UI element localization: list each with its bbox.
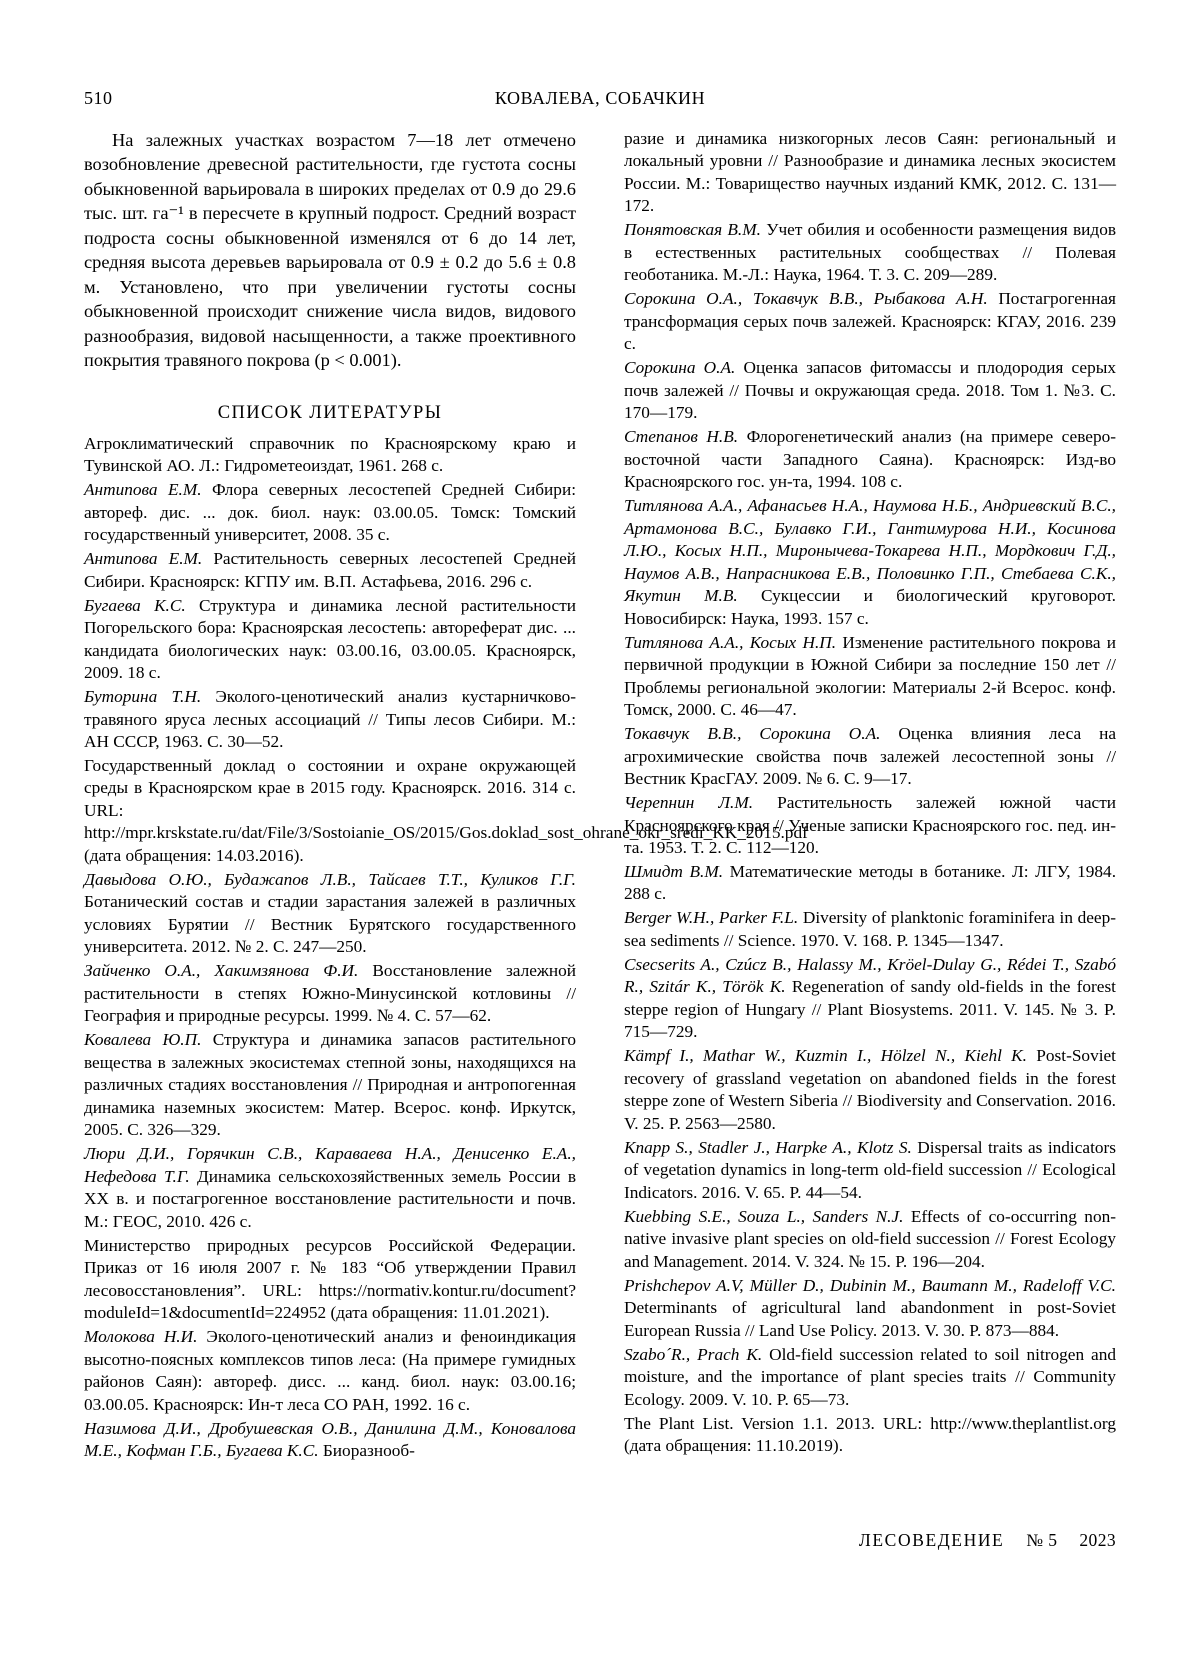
reference-item	[624, 1275, 1116, 1342]
reference-text: Ботанический состав и стадии зарастания залежей в различных условиях Бурятии // Вестник Бурятского государственного университета. 2012. № 2. С. 247—250.	[84, 892, 576, 957]
reference-text: Diversity of planktonic foraminifera in deep-sea sediments // Science. 1970. V. 168. P. 1345—1347.	[624, 908, 1116, 950]
reference-item	[84, 548, 576, 593]
reference-authors: Буторина Т.Н.	[84, 687, 202, 707]
reference-text: Динамика сельскохозяйственных земель России в XX в. и постагрогенное восстановление растительности и почв. М.: ГЕОС, 2010. 426 с.	[84, 1166, 576, 1231]
reference-text: Структура и динамика лесной растительности Погорельского бора: Красноярская лесостепь: автореферат дис. ... кандидата биологических наук: 03.00.16, 03.00.05. Красноярск, 2009. 18 с.	[84, 595, 576, 683]
reference-item	[84, 869, 576, 959]
reference-text: Биоразнооб-	[318, 1441, 415, 1460]
reference-authors: Kämpf I., Mathar W., Kuzmin I., Hölzel N., Kiehl K.	[624, 1046, 1028, 1066]
reference-item	[624, 723, 1116, 790]
reference-text: Dispersal traits as indicators of vegetation dynamics in long-term old-field succession // Ecological Indicators. 2016. V. 65. P. 44—54.	[624, 1137, 1116, 1202]
reference-item	[624, 426, 1116, 493]
reference-authors: Титлянова А.А., Косых Н.П.	[624, 632, 837, 652]
reference-authors: Давыдова О.Ю., Будажапов Л.В., Тайсаев Т.Т., Куликов Г.Г.	[84, 869, 576, 889]
reference-authors: Антипова Е.М.	[84, 480, 202, 500]
reference-text: Флора северных лесостепей Средней Сибири: автореф. дис. ... док. биол. наук: 03.00.05. Томск: Томский государственный университет, 2008. 35 с.	[84, 480, 576, 545]
reference-text: разие и динамика низкогорных лесов Саян: региональный и локальный уровни // Разнообразие и динамика лесных экосистем России. М.: Товарищество научных изданий КМК, 2012. С. 131—172.	[624, 129, 1116, 216]
reference-item	[84, 433, 576, 478]
reference-item	[624, 288, 1116, 355]
page-number: 510	[84, 88, 113, 108]
page-header	[84, 88, 1116, 110]
reference-text: Сукцессии и биологический круговорот. Новосибирск: Наука, 1993. 157 с.	[624, 586, 1117, 628]
reference-authors: Люри Д.И., Горячкин С.В., Караваева Н.А., Денисенко Е.А., Нефедова Т.Г.	[84, 1144, 576, 1186]
reference-text: Структура и динамика запасов растительного вещества в залежных экосистемах степной зоны, находящихся на различных стадиях восстановления // Природная и антропогенная динамика наземных экосистем: Матер. Всерос. конф. Иркутск, 2005. С. 326—329.	[84, 1030, 576, 1140]
reference-item	[624, 632, 1116, 722]
references-heading: СПИСОК ЛИТЕРАТУРЫ	[217, 402, 443, 423]
reference-item	[84, 1029, 576, 1141]
reference-item	[84, 1418, 576, 1463]
reference-text: Флорогенетический анализ (на примере северо-восточной части Западного Саяна). Красноярск: Изд-во Красноярского гос. ун-та, 1994. 108 с.	[624, 427, 1116, 492]
reference-item	[624, 219, 1116, 286]
reference-item	[84, 1235, 576, 1325]
reference-authors: Токавчук В.В., Сорокина О.А.	[624, 724, 881, 744]
journal-name: ЛЕСОВЕДЕНИЕ	[858, 1530, 1005, 1550]
reference-item	[84, 960, 576, 1027]
reference-item	[84, 595, 576, 685]
reference-authors: Титлянова А.А., Афанасьев Н.А., Наумова Н.Б., Андриевский В.С., Артамонова В.С., Булавко Г.И., Гантимурова Н.И., Косинова Л.Ю., Косых Н.П., Миронычева-Токарева Н.П., Мордкович Г.Д., Наумов А.В., Напрасникова Е.В., Половинко Г.П., Стебаева С.К., Якутин М.В.	[624, 496, 1116, 606]
reference-authors: Ковалева Ю.П.	[84, 1030, 202, 1050]
reference-text: Эколого-ценотический анализ кустарничково-травяного яруса лесных ассоциаций // Типы лесов Сибири. М.: АН СССР, 1963. С. 30—52.	[84, 687, 577, 751]
reference-text: Оценка влияния леса на агрохимические свойства почв залежей лесостепной зоны // Вестник КрасГАУ. 2009. № 6. С. 9—17.	[624, 724, 1116, 789]
reference-authors: Зайченко О.А., Хакимзянова Ф.И.	[84, 961, 359, 981]
reference-text: Оценка запасов фитомассы и плодородия серых почв залежей // Почвы и окружающая среда. 2018. Том 1. №3. С. 170—179.	[624, 358, 1116, 423]
year: 2023	[1079, 1530, 1116, 1550]
reference-text: Determinants of agricultural land abandonment in post-Soviet European Russia // Land Use Policy. 2013. V. 30. P. 873—884.	[624, 1298, 1116, 1340]
reference-item	[624, 1045, 1116, 1135]
reference-authors: Антипова Е.М.	[84, 549, 203, 569]
right-column	[624, 128, 1116, 1459]
reference-item	[624, 1344, 1116, 1411]
reference-authors: Шмидт В.М.	[624, 862, 724, 881]
reference-text: Post-Soviet recovery of grassland vegetation on abandoned fields in the forest steppe zone of Western Siberia // Biodiversity and Conservation. 2016. V. 25. P. 2563—2580.	[624, 1046, 1116, 1133]
reference-authors: Назимова Д.И., Дробушевская О.В., Данилина Д.М., Коновалова М.Е., Кофман Г.Б., Бугаева К.С.	[84, 1418, 576, 1460]
reference-authors: Szabo´R., Prach K.	[624, 1344, 763, 1364]
reference-authors: Prishchepov A.V, Müller D., Dubinin M., Baumann M., Radeloff V.C.	[624, 1275, 1116, 1295]
reference-authors: Понятовская В.М.	[624, 220, 761, 240]
abstract-paragraph: На залежных участках возрастом 7—18 лет отмечено возобновление древесной растительности, где густота сосны обыкновенной варьировала в широких пределах от 0.9 до 29.6 тыс. шт. га⁻¹ в пересчете в крупный подрост. Средний возраст подроста сосны обыкновенной изменялся от 6 до 14 лет, средняя высота деревьев варьировала от 0.9 ± 0.2 до 5.6 ± 0.8 м. Установлено, что при увеличении густоты сосны обыкновенной происходит снижение числа видов, видового разнообразия, видовой насыщенности, а также проективного покрытия травяного покрова (p < 0.001).	[84, 130, 576, 371]
reference-text: The Plant List. Version 1.1. 2013. URL: http://www.theplantlist.org (дата обращения: 11.10.2019).	[624, 1413, 1116, 1456]
reference-item	[84, 686, 576, 753]
reference-item	[624, 954, 1116, 1044]
page-footer	[84, 1530, 1116, 1551]
reference-item	[624, 128, 1116, 218]
reference-text: Министерство природных ресурсов Российской Федерации. Приказ от 16 июля 2007 г. № 183 “Об утверждении Правил лесовосстановления”. URL: https://normativ.kontur.ru/document?moduleId=1&documentId=224952 (дата обращения: 11.01.2021).	[84, 1235, 576, 1323]
reference-authors: Berger W.H., Parker F.L.	[624, 908, 799, 928]
reference-item	[84, 479, 576, 546]
reference-text: Восстановление залежной растительности в степях Южно-Минусинской котловины // География и природные ресурсы. 1999. № 4. С. 57—62.	[84, 961, 576, 1026]
running-title: КОВАЛЕВА, СОБАЧКИН	[494, 88, 706, 108]
reference-authors: Kuebbing S.E., Souza L., Sanders N.J.	[624, 1206, 904, 1226]
reference-text: Effects of co-occurring non-native invasive plant species on old-field succession // Forest Ecology and Management. 2014. V. 324. № 15. P. 196—204.	[624, 1206, 1116, 1271]
reference-item	[624, 495, 1116, 630]
reference-text: Растительность северных лесостепей Средней Сибири. Красноярск: КГПУ им. В.П. Астафьева, 2016. 296 с.	[84, 549, 576, 591]
reference-text: Изменение растительного покрова и первичной продукции в Южной Сибири за последние 150 лет // Проблемы региональной экологии: Материалы 2-й Всерос. конф. Томск, 2000. С. 46—47.	[624, 632, 1116, 720]
reference-item	[624, 1413, 1116, 1458]
reference-item	[624, 861, 1116, 906]
reference-item	[624, 792, 1116, 859]
reference-text: Математические методы в ботанике. Л: ЛГУ, 1984. 288 с.	[624, 862, 1117, 904]
reference-authors: Knapp S., Stadler J., Harpke A., Klotz S.	[624, 1137, 912, 1157]
reference-authors: Черепнин Л.М.	[624, 793, 754, 813]
reference-text: Постагрогенная трансформация серых почв залежей. Красноярск: КГАУ, 2016. 239 с.	[624, 289, 1116, 354]
reference-item	[624, 1206, 1116, 1273]
reference-authors: Бугаева К.С.	[84, 595, 186, 615]
reference-authors: Молокова Н.И.	[84, 1327, 198, 1347]
reference-item	[624, 907, 1116, 952]
reference-authors: Сорокина О.А., Токавчук В.В., Рыбакова А.Н.	[624, 289, 988, 309]
reference-authors: Csecserits A., Czúcz B., Halassy M., Kröel-Dulay G., Rédei T., Szabó R., Szitár K., Török K.	[624, 954, 1116, 997]
reference-text: Государственный доклад о состоянии и охране окружающей среды в Красноярском крае в 2015 году. Красноярск. 2016. 314 с. URL: http://mpr.krskstate.ru/dat/File/3/Sostoianie_OS/2015/Gos.doklad_sost_ohrane_okr_sredi_KK_2015.pdf (дата обращения: 14.03.2016).	[84, 755, 808, 865]
reference-item	[84, 1143, 576, 1233]
reference-text: Учет обилия и особенности размещения видов в естественных растительных сообществах // Полевая геоботаника. М.-Л.: Наука, 1964. Т. 3. С. 209—289.	[624, 220, 1116, 285]
issue-number: № 5	[1026, 1530, 1058, 1550]
reference-text: Растительность залежей южной части Красноярского края // Ученые записки Красноярского гос. пед. ин-та. 1953. Т. 2. С. 112—120.	[624, 793, 1116, 858]
reference-text: Regeneration of sandy old-fields in the forest steppe region of Hungary // Plant Biosystems. 2011. V. 145. № 3. P. 715—729.	[624, 977, 1116, 1042]
reference-item	[624, 357, 1116, 424]
reference-authors: Степанов Н.В.	[624, 427, 739, 447]
reference-text: Агроклиматический справочник по Красноярскому краю и Тувинской АО. Л.: Гидрометеоиздат, 1961. 268 с.	[84, 433, 576, 476]
reference-text: Эколого-ценотический анализ и феноиндикация высотно-поясных комплексов типов леса: (На примере гумидных районов Саян): автореф. дисс. ... канд. биол. наук: 03.00.16; 03.00.05. Красноярск: Ин-т леса СО РАН, 1992. 16 с.	[84, 1327, 577, 1414]
reference-list-right	[624, 128, 1116, 1458]
reference-authors: Сорокина О.А.	[624, 358, 736, 378]
reference-item	[624, 1137, 1116, 1204]
reference-item	[84, 1326, 576, 1416]
reference-text: Old-field succession related to soil nitrogen and moisture, and the importance of plant species traits // Community Ecology. 2009. V. 10. P. 65—73.	[624, 1344, 1116, 1409]
